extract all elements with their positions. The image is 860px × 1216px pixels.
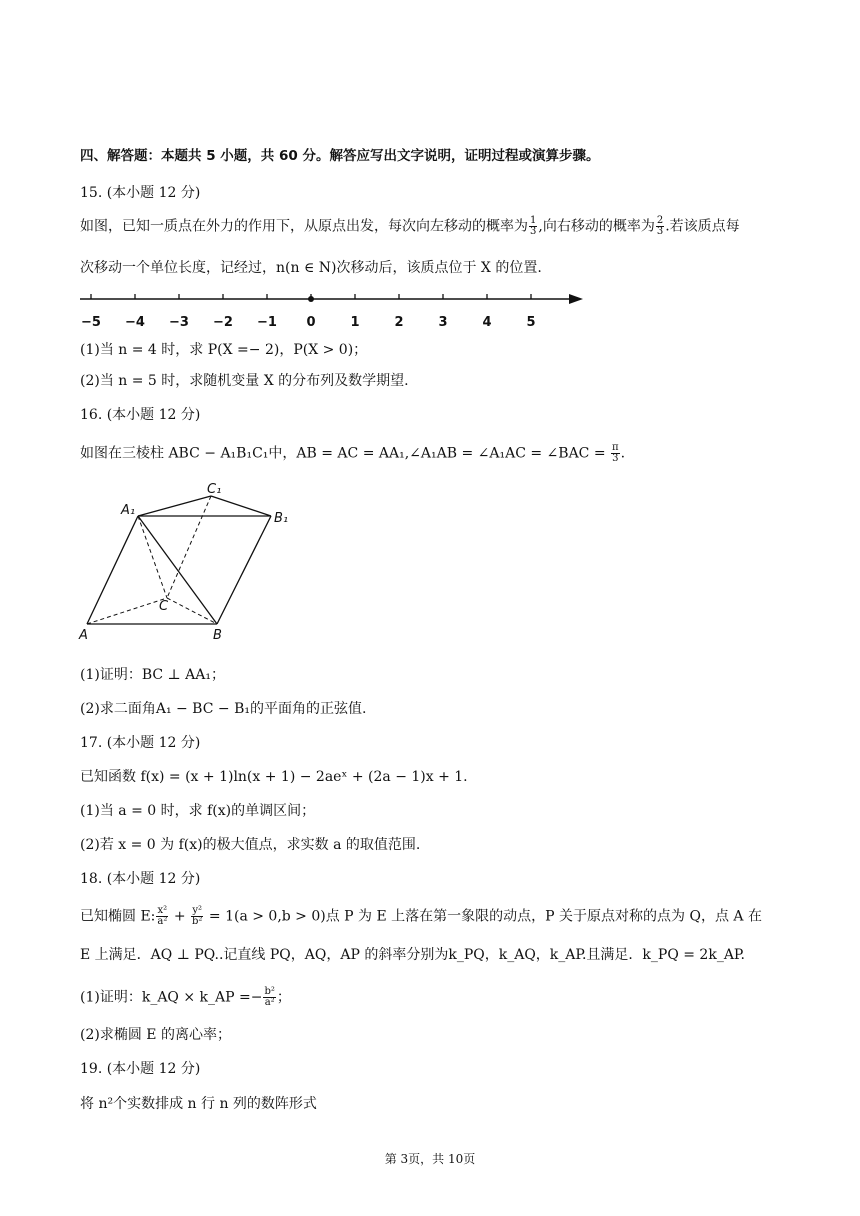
q15-header: 15. (本小题 12 分) — [80, 185, 201, 201]
number-line-figure — [75, 288, 595, 332]
tick-label: 3 — [438, 315, 448, 330]
q18-frac-x: $\frac{\text{x²}}{\text{a²}}$ — [157, 905, 168, 927]
q15-text1-a: 如图，已知一质点在外力的作用下，从原点出发，每次向左移动的概率为 — [80, 218, 528, 235]
edge-b1-b — [217, 516, 271, 624]
q16-text-b: . — [620, 445, 626, 462]
q18-plus: + — [169, 908, 191, 925]
label-c: C — [159, 599, 169, 614]
q15-text-line2: 次移动一个单位长度，记经过，n(n ∈ N)次移动后，该质点位于 X 的位置. — [80, 260, 542, 276]
label-a1: A₁ — [121, 503, 136, 518]
q18-part1-a: (1)证明：k_AQ × k_AP =− — [80, 989, 263, 1006]
q18-text1-a: 已知椭圆 E: — [80, 908, 156, 925]
q15-text-line1 — [80, 216, 740, 237]
q15-part2: (2)当 n = 5 时，求随机变量 X 的分布列及数学期望. — [80, 373, 409, 389]
tick-label: 2 — [394, 315, 404, 330]
tick-label: −4 — [125, 315, 145, 330]
label-c1: C₁ — [207, 482, 222, 497]
edge-c-b-hidden — [167, 598, 217, 624]
q18-frac-y: $\frac{\text{y²}}{\text{b²}}$ — [192, 905, 203, 927]
tick-label: 0 — [306, 315, 316, 330]
q15-text1-c: .若该质点每 — [665, 218, 740, 235]
q18-part2: (2)求椭圆 E 的离心率； — [80, 1027, 231, 1043]
tick-label: 5 — [526, 315, 536, 330]
q16-part2: (2)求二面角A₁ − BC − B₁的平面角的正弦值. — [80, 701, 367, 717]
edge-a1-b — [138, 516, 217, 624]
number-line-arrow — [569, 294, 583, 304]
q18-part1 — [80, 987, 291, 1008]
edge-a1-c1 — [138, 496, 211, 516]
label-a: A — [79, 628, 88, 643]
q19-header: 19. (本小题 12 分) — [80, 1061, 201, 1077]
tick-label: −2 — [213, 315, 233, 330]
edge-a1-c-hidden — [138, 516, 167, 598]
q16-part1: (1)证明：BC ⊥ AA₁； — [80, 667, 225, 683]
label-b1: B₁ — [274, 511, 289, 526]
q18-text1-b: = 1(a > 0,b > 0)点 P 为 E 上落在第一象限的动点，P 关于原点对称的点为 Q，点 A 在 — [204, 908, 762, 925]
q17-part2: (2)若 x = 0 为 f(x)的极大值点，求实数 a 的取值范围. — [80, 837, 421, 853]
q19-text: 将 n²个实数排成 n 行 n 列的数阵形式 — [80, 1096, 317, 1112]
q18-part1-b: ； — [276, 989, 291, 1006]
origin-point — [308, 296, 314, 302]
prism-figure — [75, 482, 300, 644]
edge-c1-c-hidden — [167, 496, 211, 598]
q15-frac-left: $\frac{1}{3}$ — [530, 215, 537, 237]
edge-a1-a — [87, 516, 138, 624]
q15-part1: (1)当 n = 4 时，求 P(X =− 2)，P(X > 0)； — [80, 342, 368, 358]
q17-text: 已知函数 f(x) = (x + 1)ln(x + 1) − 2aeˣ + (2a − 1)x + 1. — [80, 769, 468, 785]
q18-text-line2: E 上满足．AQ ⊥ PQ..记直线 PQ，AQ，AP 的斜率分别为k_PQ，k_AQ，k_AP.且满足．k_PQ = 2k_AP. — [80, 947, 745, 963]
q15-frac-right: $\frac{2}{3}$ — [656, 215, 664, 237]
q15-text1-b: ,向右移动的概率为 — [538, 218, 655, 235]
q18-frac-b2a2: $\frac{\text{b²}}{\text{a²}}$ — [264, 986, 275, 1008]
label-b: B — [213, 628, 222, 643]
tick-label: 4 — [482, 315, 492, 330]
edge-a-c-hidden — [87, 598, 167, 624]
q16-frac-pi3: $\frac{\pi}{3}$ — [612, 442, 619, 464]
q17-part1: (1)当 a = 0 时，求 f(x)的单调区间； — [80, 803, 316, 819]
tick-label: −5 — [81, 315, 101, 330]
q18-text-line1 — [80, 906, 762, 927]
page-footer: 第 3页，共 10页 — [384, 1152, 476, 1166]
q17-header: 17. (本小题 12 分) — [80, 735, 201, 751]
q16-header: 16. (本小题 12 分) — [80, 407, 201, 423]
q18-header: 18. (本小题 12 分) — [80, 871, 201, 887]
q16-text — [80, 443, 625, 464]
section-heading: 四、解答题：本题共 5 小题，共 60 分。解答应写出文字说明，证明过程或演算步骤。 — [80, 148, 600, 164]
tick-label: −1 — [257, 315, 277, 330]
edge-c1-b1 — [211, 496, 271, 516]
tick-label: 1 — [350, 315, 360, 330]
q16-text-a: 如图在三棱柱 ABC − A₁B₁C₁中，AB = AC = AA₁,∠A₁AB = ∠A₁AC = ∠BAC = — [80, 445, 611, 462]
tick-label: −3 — [169, 315, 189, 330]
